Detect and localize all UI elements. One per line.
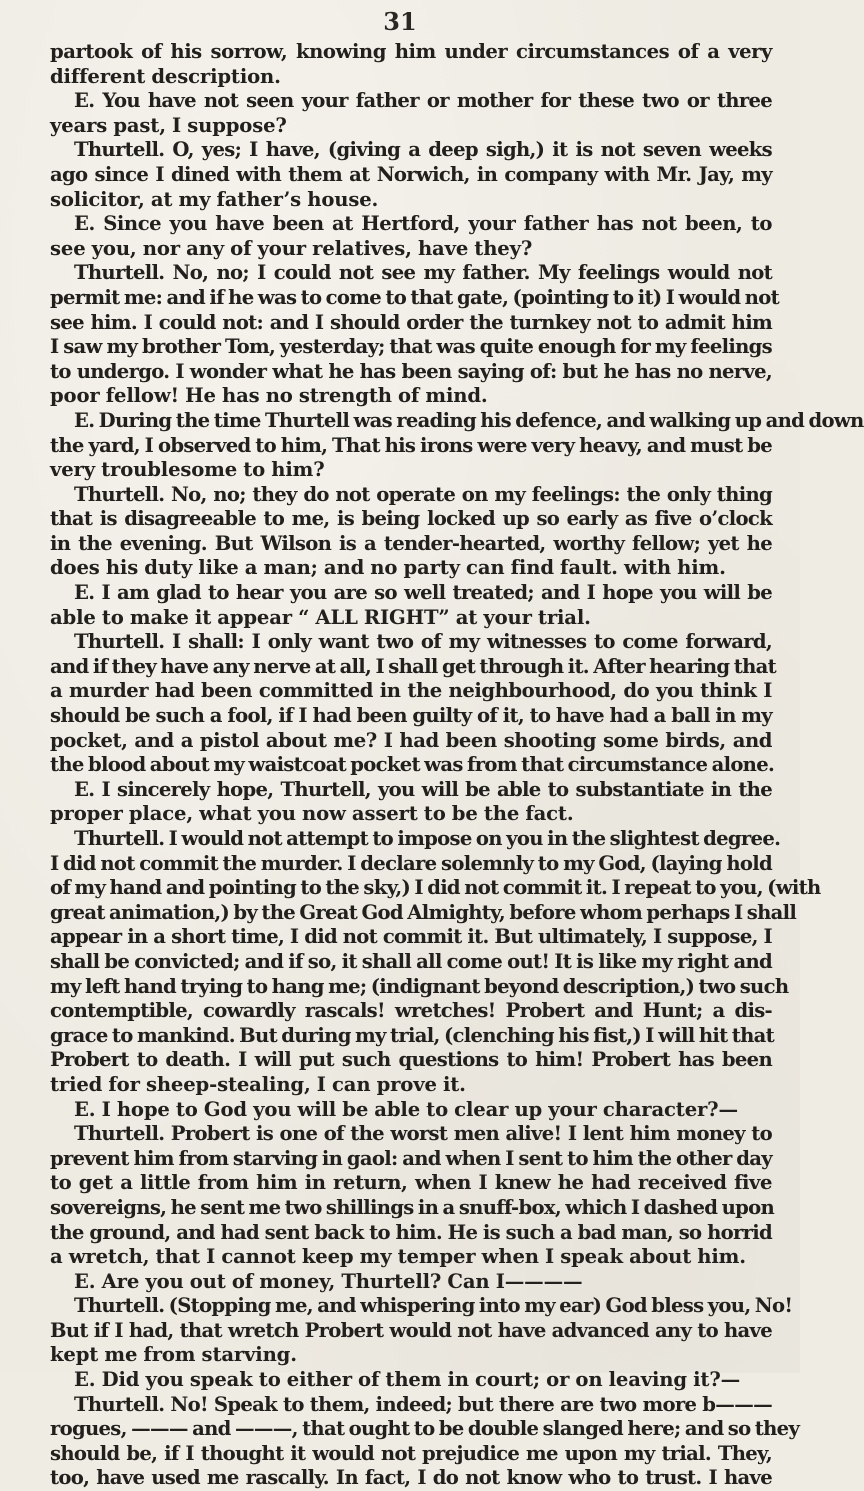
text-line: very troublesome to him? <box>50 458 325 482</box>
text-line: of my hand and pointing to the sky,) I did not commit it. I repeat to you, (with <box>50 876 821 900</box>
text-line: my left hand trying to hang me; (indignant beyond description,) two such <box>50 974 789 998</box>
text-line: should be such a fool, if I had been guilty of it, to have had a ball in my <box>50 704 772 728</box>
text-line: ago since I dined with them at Norwich, in company with Mr. Jay, my <box>50 162 772 186</box>
text-line: tried for sheep-stealing, I can prove it. <box>50 1072 466 1096</box>
text-line: Thurtell. I would not attempt to impose on you in the slightest degree. <box>74 827 781 850</box>
text-line: I did not commit the murder. I declare solemnly to my God, (laying hold <box>50 851 772 875</box>
text-line: see you, nor any of your relatives, have they? <box>50 236 533 260</box>
text-line: solicitor, at my father’s house. <box>50 187 379 211</box>
text-line: pocket, and a pistol about me? I had been shooting some birds, and <box>50 728 772 752</box>
text-line: different description. <box>50 64 281 88</box>
text-line: E. During the time Thurtell was reading his defence, and walking up and down <box>74 408 864 432</box>
text-line: see him. I could not: and I should order the turnkey not to admit him <box>50 310 772 334</box>
text-line: E. Are you out of money, Thurtell? Can I———— <box>74 1269 583 1293</box>
text-line: I saw my brother Tom, yesterday; that was quite enough for my feelings <box>50 335 772 359</box>
text-line: rogues, ——— and ———, that ought to be double slanged here; and so they <box>50 1417 800 1441</box>
text-line: Thurtell. No, no; I could not see my father. My feelings would not <box>74 261 772 285</box>
text-line: in the evening. But Wilson is a tender-hearted, worthy fellow; yet he <box>50 531 772 555</box>
text-line: E. Did you speak to either of them in court; or on leaving it?— <box>74 1368 741 1392</box>
page-text <box>50 40 864 1491</box>
text-line: the blood about my waistcoat pocket was from that circumstance alone. <box>50 753 775 777</box>
text-line: a wretch, that I cannot keep my temper when I speak about him. <box>50 1245 746 1269</box>
text-line: E. You have not seen your father or mother for these two or three <box>74 89 772 113</box>
text-line: years past, I suppose? <box>50 113 287 137</box>
text-line: to get a little from him in return, when I knew he had received five <box>50 1171 772 1195</box>
text-line: Thurtell. (Stopping me, and whispering into my ear) God bless you, No! <box>74 1294 793 1318</box>
text-line: that is disagreeable to me, is being locked up so early as five o’clock <box>50 507 772 531</box>
text-line: poor fellow! He has no strength of mind. <box>50 384 488 408</box>
text-line: Probert to death. I will put such questions to him! Probert has been <box>50 1048 772 1072</box>
text-line: the yard, I observed to him, That his irons were very heavy, and must be <box>50 433 772 457</box>
text-line: Thurtell. O, yes; I have, (giving a deep sigh,) it is not seven weeks <box>74 138 772 162</box>
text-line: E. I am glad to hear you are so well treated; and I hope you will be <box>74 581 772 605</box>
text-line: shall be convicted; and if so, it shall all come out! It is like my right and <box>50 949 772 973</box>
page-number: 31 <box>383 7 417 36</box>
text-line: should be, if I thought it would not prejudice me upon my trial. They, <box>50 1441 772 1465</box>
text-line: to undergo. I wonder what he has been saying of: but he has no nerve, <box>50 359 772 383</box>
text-line: proper place, what you now assert to be the fact. <box>50 802 574 826</box>
text-line: E. I sincerely hope, Thurtell, you will be able to substantiate in the <box>74 777 772 801</box>
text-line: Thurtell. I shall: I only want two of my witnesses to come forward, <box>74 630 772 654</box>
text-line: kept me from starving. <box>50 1343 297 1367</box>
text-line: But if I had, that wretch Probert would not have advanced any to have <box>50 1318 772 1342</box>
text-line: sovereigns, he sent me two shillings in a snuff-box, which I dashed upon <box>50 1195 775 1219</box>
text-line: a murder had been committed in the neighbourhood, do you think I <box>50 679 772 703</box>
text-line: the ground, and had sent back to him. He is such a bad man, so horrid <box>50 1220 772 1244</box>
text-line: prevent him from starving in gaol: and when I sent to him the other day <box>50 1146 772 1170</box>
text-line: Thurtell. Probert is one of the worst men alive! I lent him money to <box>74 1122 772 1146</box>
text-line: partook of his sorrow, knowing him under circumstances of a very <box>50 40 772 63</box>
text-line: E. Since you have been at Hertford, your father has not been, to <box>74 212 772 236</box>
text-line: able to make it appear “ ALL RIGHT” at your trial. <box>50 605 591 629</box>
text-line: E. I hope to God you will be able to clear up your character?— <box>74 1097 738 1121</box>
text-line: appear in a short time, I did not commit it. But ultimately, I suppose, I <box>50 925 772 949</box>
text-line: great animation,) by the Great God Almighty, before whom perhaps I shall <box>50 900 797 924</box>
text-line: grace to mankind. But during my trial, (clenching his fist,) I will hit that <box>50 1023 775 1047</box>
text-line: Thurtell. No! Speak to them, indeed; but there are two more b——— <box>74 1392 772 1416</box>
text-line: permit me: and if he was to come to that gate, (pointing to it) I would not <box>50 285 779 309</box>
text-line: and if they have any nerve at all, I shall get through it. After hearing that <box>50 654 776 678</box>
text-line: does his duty like a man; and no party can find fault. with him. <box>50 556 726 580</box>
text-line: Thurtell. No, no; they do not operate on my feelings: the only thing <box>74 482 772 506</box>
text-line: contemptible, cowardly rascals! wretches! Probert and Hunt; a dis- <box>50 999 772 1023</box>
text-line: too, have used me rascally. In fact, I do not know who to trust. I have <box>50 1466 772 1490</box>
